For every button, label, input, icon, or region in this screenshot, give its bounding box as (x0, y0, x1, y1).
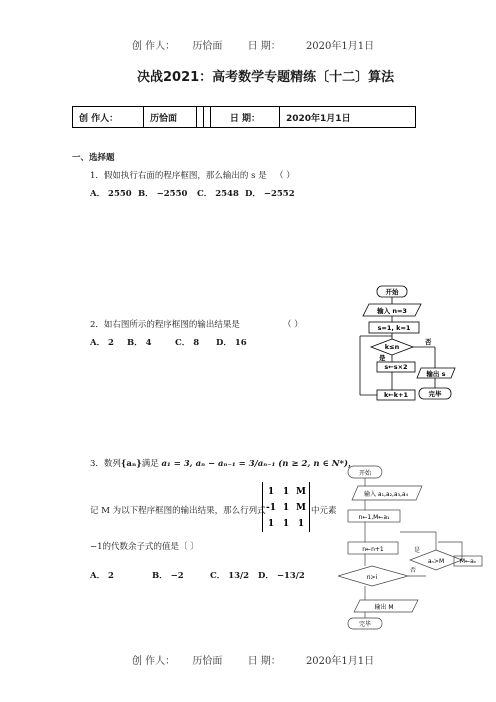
q3-stem-mid: 满足 (141, 459, 159, 469)
q1-stem: 1．假如执行右面的程序框图，那么输出的 s 是 (90, 171, 267, 181)
q3-matrix-cell: M (296, 503, 306, 513)
q2-answer-paren: （ ） (283, 320, 303, 330)
q3-stem-prefix: 3．数列 (90, 459, 121, 469)
q3-matrix-cell: 1 (282, 519, 290, 529)
q2-option-c: C． 8 (175, 338, 200, 348)
info-spacer (197, 107, 204, 128)
footer-author: 历恰面 (192, 656, 223, 667)
q3-fc-inc-label: n←n+1 (362, 546, 384, 553)
q3-matrix-cell: M (296, 487, 306, 497)
q3-flowchart (338, 462, 488, 632)
q3-matrix-cell: -1 (266, 503, 276, 513)
q2-fc-output-label: 输出 s (426, 370, 446, 378)
q2-fc-end-label: 完毕 (428, 390, 442, 398)
q3-option-a: A． 2 (90, 571, 114, 581)
q1-option-c: C． 2548 (197, 189, 239, 199)
q2-fc-start-label: 开始 (385, 288, 399, 296)
header-author-label: 创 作人： (132, 41, 176, 52)
q3-option-d: D． −13/2 (258, 571, 305, 581)
q2-option-a: A． 2 (90, 338, 114, 348)
q2-fc-cond-label: k≤n (384, 343, 400, 351)
q3-fc-no-label: 否 (410, 567, 417, 574)
footer-date: 2020年1月1日 (305, 656, 375, 667)
q3-matrix-cell: 1 (267, 519, 275, 529)
q1-answer-paren: （ ） (275, 171, 295, 181)
q2-fc-body-label: s←s×2 (384, 363, 408, 371)
q2-flowchart (355, 282, 465, 412)
q3-matrix-cell: 1 (282, 503, 290, 513)
header-date-label: 日 期： (247, 41, 281, 52)
q2-fc-inc-label: k←k+1 (383, 391, 409, 399)
q3-stem-line1 (90, 457, 357, 469)
q3-matrix-cell: 1 (282, 487, 290, 497)
q3-determinant (262, 482, 310, 532)
info-date: 2020年1月1日 (280, 107, 416, 128)
q3-fc-output-label: 输出 M (374, 604, 394, 611)
info-date-label: 日 期： (211, 107, 280, 128)
q2-fc-no-label: 否 (425, 338, 432, 346)
q2-fc-yes-label: 是 (379, 354, 386, 362)
q3-fc-start-label: 开始 (358, 470, 372, 477)
q1-option-b: B． −2550 (138, 189, 188, 199)
q2-option-b: B． 4 (127, 338, 152, 348)
q3-line2-a: 记 M 为以下程序框图的输出结果，那么行列式 (90, 506, 266, 516)
q1-option-d: D． −2552 (245, 189, 295, 199)
q3-matrix-cell: 1 (297, 519, 305, 529)
info-author-label: 创 作人： (73, 107, 144, 128)
q3-option-c: C． 13/2 (210, 571, 250, 581)
q3-fc-assign-label: M←aₙ (459, 558, 477, 565)
q3-formula: a₁ = 3, aₙ − aₙ₋₁ = 3/aₙ₋₁ (n ≥ 2, n ∈ N*)， (161, 459, 357, 469)
info-table (72, 106, 416, 128)
q3-sequence: {aₙ} (120, 459, 142, 469)
q3-fc-input-label: 输入 a₁,a₂,a₃,a₄ (364, 491, 408, 498)
section-heading: 一、选择题 (72, 153, 115, 163)
page-footer (132, 652, 374, 667)
footer-date-label: 日 期： (247, 656, 281, 667)
page-title: 决战2021：高考数学专题精练〔十二〕算法 (137, 70, 395, 85)
q3-matrix-grid (263, 482, 309, 532)
q2-stem: 2．如右图所示的程序框图的输出结果是 (90, 320, 240, 330)
header-date: 2020年1月1日 (305, 41, 375, 52)
q2-fc-init-label: s=1, k=1 (377, 324, 411, 332)
header-author: 历恰面 (192, 41, 223, 52)
footer-author-label: 创 作人： (132, 656, 176, 667)
q3-matrix-cell: 1 (267, 487, 275, 497)
q3-fc-init-label: n←1,M←a₁ (358, 514, 390, 521)
page-header (132, 37, 374, 52)
q3-fc-end-label: 完毕 (358, 621, 372, 628)
info-spacer (204, 107, 211, 128)
q3-line2-b: 中元素 (311, 506, 337, 516)
q3-fc-yes-label: 是 (414, 547, 421, 554)
q3-stem-line2 (90, 504, 266, 516)
q2-option-d: D． 16 (216, 338, 247, 348)
info-author: 历恰面 (144, 107, 197, 128)
q2-fc-input-label: 输入 n=3 (377, 307, 407, 315)
q3-fc-cond-n-label: n>i (366, 574, 378, 581)
q3-option-b: B． −2 (152, 571, 184, 581)
q3-fc-cond-a-label: aₙ>M (427, 558, 445, 565)
q1-option-a: A． 2550 (90, 189, 132, 199)
q3-line3: −1的代数余子式的值是〔 〕 (90, 542, 199, 552)
